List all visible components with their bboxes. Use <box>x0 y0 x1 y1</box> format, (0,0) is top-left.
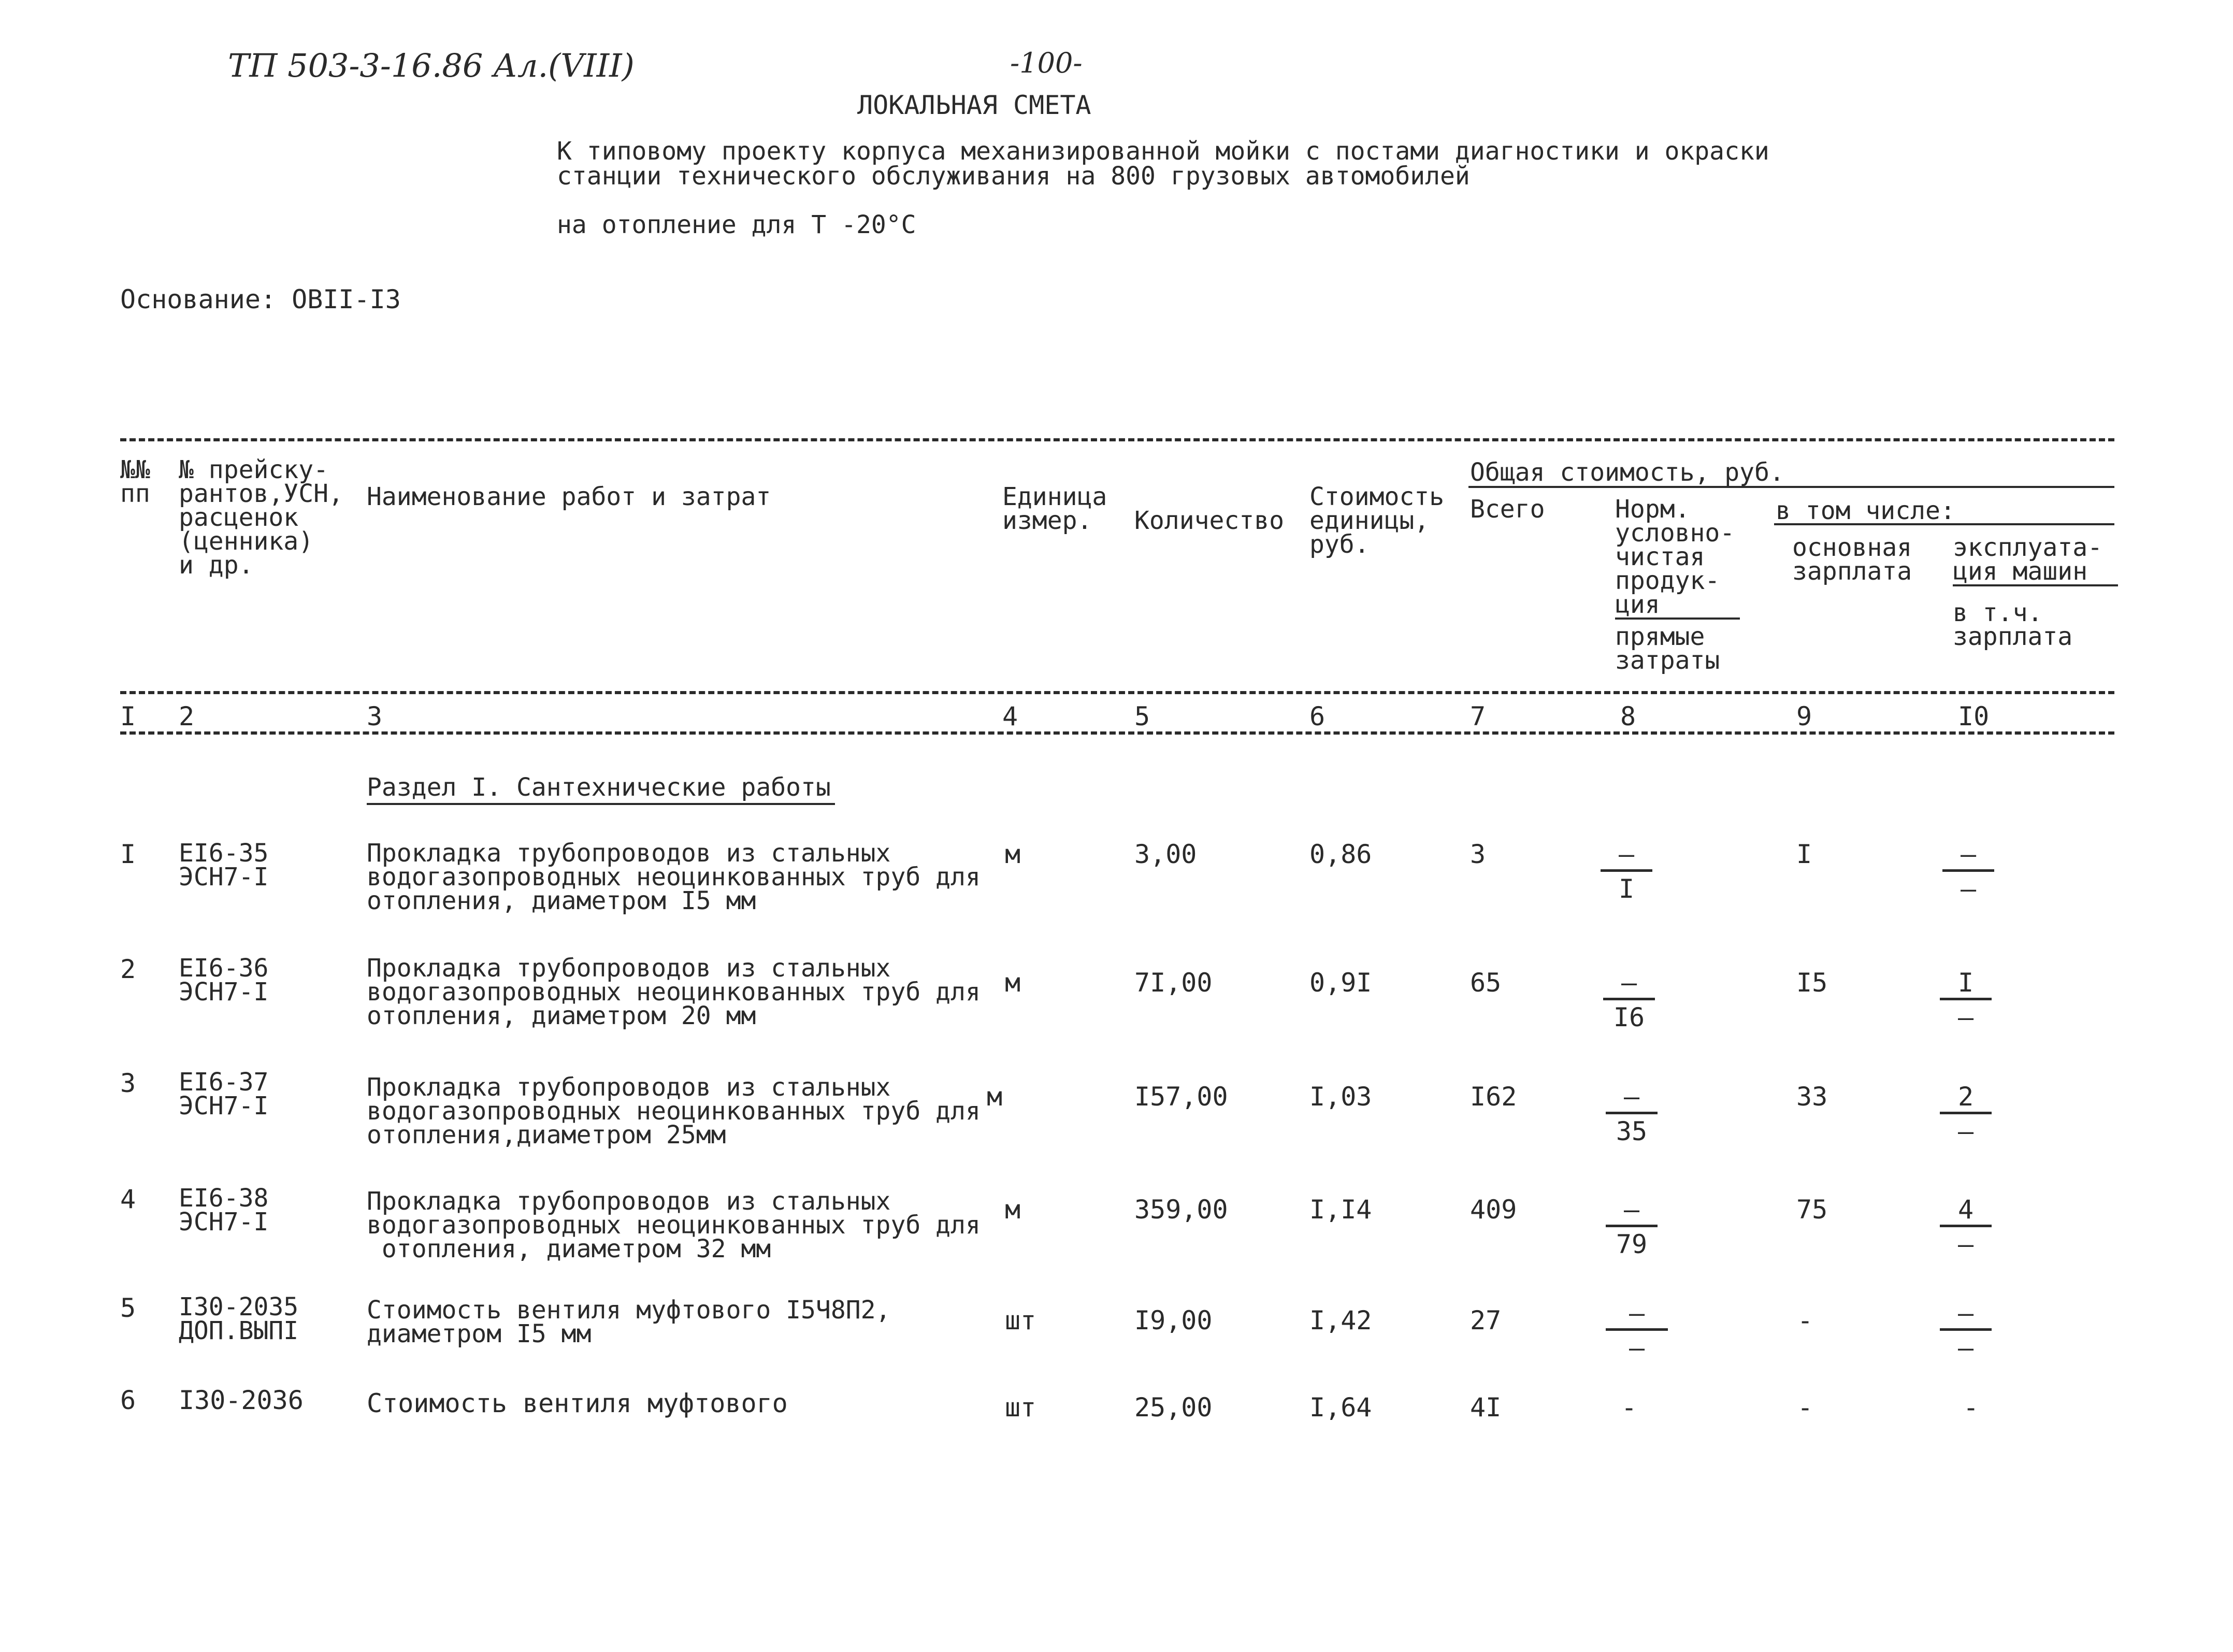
row-qty: 25,00 <box>1134 1392 1213 1423</box>
col-number: 7 <box>1470 701 1486 731</box>
row-total: 409 <box>1470 1195 1517 1225</box>
total-group-rule <box>1468 486 2114 488</box>
row-unit-cost: I,I4 <box>1309 1195 1372 1225</box>
direct-costs-value: 35 <box>1616 1116 1648 1146</box>
col-number: 6 <box>1309 701 1326 731</box>
document-stamp: ТП 503-3-16.86 Ал.(VIII) <box>228 47 635 84</box>
page-number: -100- <box>1010 47 1083 79</box>
row-name: Прокладка трубопроводов из стальных водогазопроводных неоцинкованных труб для отопления, диаметром I5 мм <box>367 839 981 915</box>
row-number: 2 <box>120 954 136 984</box>
row-unit-cost: I,03 <box>1309 1082 1372 1112</box>
row-code: EI6-38 ЭСН7-I <box>179 1184 269 1237</box>
row-norm: - <box>1621 1392 1637 1423</box>
row-name: Стоимость вентиля муфтового I5Ч8П2, диаметром I5 мм <box>367 1296 891 1348</box>
row-machines-fraction <box>1940 1197 1992 1257</box>
row-number: 4 <box>120 1184 136 1214</box>
row-qty: I57,00 <box>1134 1082 1228 1112</box>
row-unit-cost: I,64 <box>1309 1392 1372 1423</box>
row-norm-fraction <box>1603 970 1655 1030</box>
row-salary: 75 <box>1796 1195 1828 1225</box>
row-machines-fraction <box>1940 1084 1992 1144</box>
row-number: I <box>120 839 136 869</box>
col-header-unit-cost: Стоимость единицы, руб. <box>1309 482 1445 559</box>
col-number: 3 <box>367 701 383 731</box>
row-norm-fraction <box>1601 841 1652 902</box>
machines-value: 2 <box>1957 1082 1974 1112</box>
direct-costs-value: I6 <box>1613 1002 1645 1032</box>
row-total: I62 <box>1470 1082 1517 1112</box>
col-header-norm-bottom: прямые затраты <box>1615 622 1720 675</box>
row-name: Прокладка трубопроводов из стальных водогазопроводных неоцинкованных труб для отопления, диаметром 32 мм <box>367 1187 981 1263</box>
row-qty: 359,00 <box>1134 1195 1228 1225</box>
machines-value: – <box>1957 1298 1974 1328</box>
col-header-total-group: Общая стоимость, руб. <box>1470 458 1784 487</box>
row-name: Прокладка трубопроводов из стальных водогазопроводных неоцинкованных труб для отопления, диаметром 20 мм <box>367 954 981 1030</box>
direct-costs-value: 79 <box>1616 1229 1648 1259</box>
row-number: 3 <box>120 1068 136 1098</box>
document-title: ЛОКАЛЬНАЯ СМЕТА <box>857 90 1091 120</box>
row-name: Прокладка трубопроводов из стальных водогазопроводных неоцинкованных труб для отопления,диаметром 25мм <box>367 1073 981 1150</box>
row-machines: - <box>1963 1392 1979 1423</box>
norm-value: – <box>1623 1195 1640 1225</box>
row-total: 65 <box>1470 968 1502 998</box>
row-name: Стоимость вентиля муфтового <box>367 1388 788 1418</box>
machines-value: 4 <box>1957 1195 1974 1225</box>
col-header-salary: основная зарплата <box>1792 533 1912 586</box>
col-number: 4 <box>1002 701 1018 731</box>
basis-line: Основание: ОВII-I3 <box>120 284 401 314</box>
row-unit: шт <box>1005 1305 1036 1335</box>
col-header-machines-bottom: в т.ч. зарплата <box>1953 598 2073 651</box>
col-header-machines-top: эксплуата- ция машин <box>1953 536 2118 586</box>
col-header-norm-top: Норм. условно- чистая продук- ция <box>1615 497 1740 620</box>
row-qty: 7I,00 <box>1134 968 1213 998</box>
row-total: 3 <box>1470 839 1486 869</box>
row-code: I30-2035 ДОП.ВЫПI <box>179 1292 299 1345</box>
header-bottom-rule <box>120 691 2114 694</box>
row-machines-fraction <box>1940 970 1992 1030</box>
row-number: 5 <box>120 1293 136 1323</box>
col-header-unit: Единица измер. <box>1002 482 1107 535</box>
row-total: 4I <box>1470 1392 1502 1423</box>
row-unit-cost: 0,86 <box>1309 839 1372 869</box>
col-numbers-rule <box>120 731 2114 735</box>
row-norm-fraction <box>1606 1197 1658 1257</box>
col-header-total: Всего <box>1470 495 1545 524</box>
direct-costs-value: I <box>1618 874 1635 904</box>
row-qty: I9,00 <box>1134 1305 1213 1335</box>
row-code: EI6-35 ЭСН7-I <box>179 839 269 892</box>
norm-value: – <box>1621 968 1637 998</box>
col-header-name: Наименование работ и затрат <box>367 482 771 511</box>
row-salary: - <box>1797 1392 1813 1423</box>
col-number: 2 <box>179 701 195 731</box>
section-title: Раздел I. Сантехнические работы <box>367 775 835 805</box>
row-code: EI6-37 ЭСН7-I <box>179 1068 269 1121</box>
col-number: 9 <box>1796 701 1812 731</box>
incl-rule <box>1774 523 2114 525</box>
row-qty: 3,00 <box>1134 839 1197 869</box>
row-total: 27 <box>1470 1305 1502 1335</box>
row-unit: м <box>1005 968 1021 998</box>
norm-value: – <box>1623 1082 1640 1112</box>
row-machines-fraction <box>1942 841 1994 902</box>
machines-salary-value: – <box>1957 1116 1974 1146</box>
machines-salary-value: – <box>1957 1229 1974 1259</box>
row-salary: I5 <box>1796 968 1828 998</box>
row-salary: - <box>1797 1305 1813 1335</box>
machines-value: I <box>1957 968 1974 998</box>
row-unit: м <box>1005 1195 1021 1225</box>
row-salary: I <box>1796 839 1812 869</box>
heating-line: на отопление для Т -20°С <box>557 210 916 239</box>
col-header-qty: Количество <box>1134 506 1284 535</box>
machines-salary-value: – <box>1960 874 1977 904</box>
row-code: I30-2036 <box>179 1385 304 1415</box>
machines-value: – <box>1960 839 1977 869</box>
row-unit-cost: 0,9I <box>1309 968 1372 998</box>
col-header-price-ref: № прейску- рантов,УСН, расценок (ценника) и др. <box>179 455 343 580</box>
row-unit-cost: I,42 <box>1309 1305 1372 1335</box>
col-number: I <box>120 701 136 731</box>
col-number: 8 <box>1620 701 1636 731</box>
row-norm-fraction <box>1606 1300 1668 1361</box>
row-salary: 33 <box>1796 1082 1828 1112</box>
row-unit: м <box>1005 839 1021 869</box>
row-unit: шт <box>1005 1392 1036 1423</box>
row-number: 6 <box>120 1385 136 1415</box>
row-code: EI6-36 ЭСН7-I <box>179 954 269 1007</box>
col-header-incl: в том числе: <box>1776 496 1955 525</box>
col-header-num: №№ пп <box>120 455 150 508</box>
row-unit: м <box>987 1082 1003 1112</box>
col-number: I0 <box>1958 701 1990 731</box>
norm-value: – <box>1618 839 1635 869</box>
project-line-1: К типовому проекту корпуса механизированной мойки с постами диагностики и окраски <box>557 137 1769 166</box>
table-top-rule <box>120 438 2114 441</box>
project-line-2: станции технического обслуживания на 800 грузовых автомобилей <box>557 162 1470 191</box>
row-norm-fraction <box>1606 1084 1658 1144</box>
machines-salary-value: – <box>1957 1333 1974 1363</box>
direct-costs-value: – <box>1629 1333 1645 1363</box>
col-number: 5 <box>1134 701 1150 731</box>
machines-salary-value: – <box>1957 1002 1974 1032</box>
norm-value: – <box>1629 1298 1645 1328</box>
row-machines-fraction <box>1940 1300 1992 1361</box>
